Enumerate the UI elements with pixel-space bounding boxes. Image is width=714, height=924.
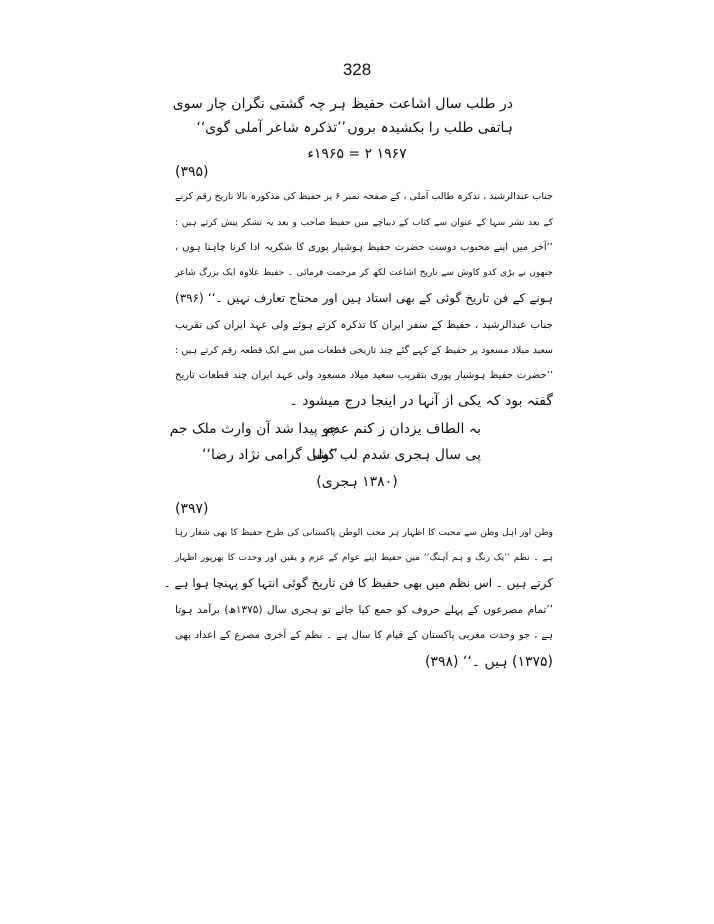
header-verse-1-left: ہر چہ گشتی نگران چار سوی <box>172 96 346 112</box>
paragraph-line: کے بعد نشر سہا کے عنوان سے کتاب کے دیباچے میں حفیظ صاحب و بعد یہ تشکر پیش کرتے ہیں : <box>175 218 553 228</box>
section-number: (۳۹۷) <box>175 501 209 517</box>
quote-line: جنھوں نے بڑی کدو کاوش سے تاریخ اشاعت لکھ کر مرحمت فرمائی ۔ حفیظ علاوہ ایک بزرگ شاعر <box>175 268 553 278</box>
section-number: (۳۹۵) <box>175 164 209 180</box>
quote-line: گفتہ بود کہ یکی از آنہا در اینجا درج میشود ۔ <box>289 393 553 409</box>
quote-line: ’’آخر میں اپنے محبوب دوست حضرت حفیظ ہوشیار پوری کا شکریہ ادا کرنا چاہتا ہوں ، <box>175 242 553 253</box>
paragraph-line: کرتے ہیں ۔ اس نظم میں بھی حفیظ کا فن تاریخ گوئی انتہا کو پہنچا ہوا ہے ۔ <box>163 576 553 590</box>
verse-1-left: چو پیدا شد آن وارث ملک جم <box>169 421 338 437</box>
quote-line: ہونے کے فن تاریخ گوئی کے بھی استاد ہیں اور محتاج تعارف نہیں ۔‘‘ (۳۹۶) <box>175 291 553 305</box>
quote-line: ’’تمام مصرعوں کے پہلے حروف کو جمع کیا جائے تو ہجری سال (۱۳۷۵ھ) برآمد ہوتا <box>175 604 554 616</box>
quote-line: ’’حضرت حفیظ ہوشیار پوری بتقریب سعید میلاد مسعود ولی عہد ایران چند قطعات تاریخ <box>175 370 553 381</box>
header-year: ۱۹۶۷ ۲ = ۱۹۶۵ء <box>307 146 407 162</box>
verse-2-right: پی سال ہجری شدم لب کشا <box>311 447 481 463</box>
paragraph-line: ہے ۔ نظم ’’یک رنگ و ہم آہنگ‘‘ میں حفیظ اپنے عوام کے عزم و یقین اور وحدت کا بھرپور اظہار <box>175 553 553 563</box>
page-number: 328 <box>342 60 372 79</box>
paragraph-line: جناب عبدالرشید ، حفیظ کے سفر ایران کا تذکرہ کرتے ہوئے ولی عہد ایران کی تقریب <box>175 319 553 331</box>
header-verse-2-left: ’’تذکرہ شاعر آملی گوی‘‘ <box>196 120 346 136</box>
paragraph-line: وطن اور اہل وطن سے محبت کا اظہار ہر محب الوطن پاکستانی کی طرح حفیظ کا بھی شعار رہا <box>175 528 553 538</box>
verse-1-right: بہ الطاف یزدان ز کنم عدم <box>324 421 481 437</box>
quote-line: ہے ، جو وحدت مغربی پاکستان کے قیام کا سال ہے ۔ نظم کے آخری مصرع کے اعداد بھی <box>175 630 553 641</box>
header-verse-1-right: در طلب سال اشاعت حفیظ <box>351 96 513 112</box>
paragraph-line: جناب عبدالرشید ، تذکرہ طالب آملی ، کے صفحہ نمبر ۶ پر حفیظ کی مذکورہ بالا تاریخ رقم کرنے <box>175 191 553 202</box>
verse-2-left: ’’ولی گرامی نژاد رضا‘‘ <box>202 447 338 463</box>
quote-line: (۱۳۷۵) ہیں ۔‘‘ (۳۹۸) <box>424 654 553 670</box>
header-verse-2-right: ہاتفی طلب را بکشیدہ بروں <box>347 120 513 136</box>
paragraph-line: سعید میلاد مسعود پر حفیظ کے کہے گئے چند تاریخی قطعات میں سے ایک قطعہ رقم کرتے ہیں : <box>175 345 553 356</box>
verse-year: (۱۳۸۰ ہجری) <box>316 474 398 490</box>
